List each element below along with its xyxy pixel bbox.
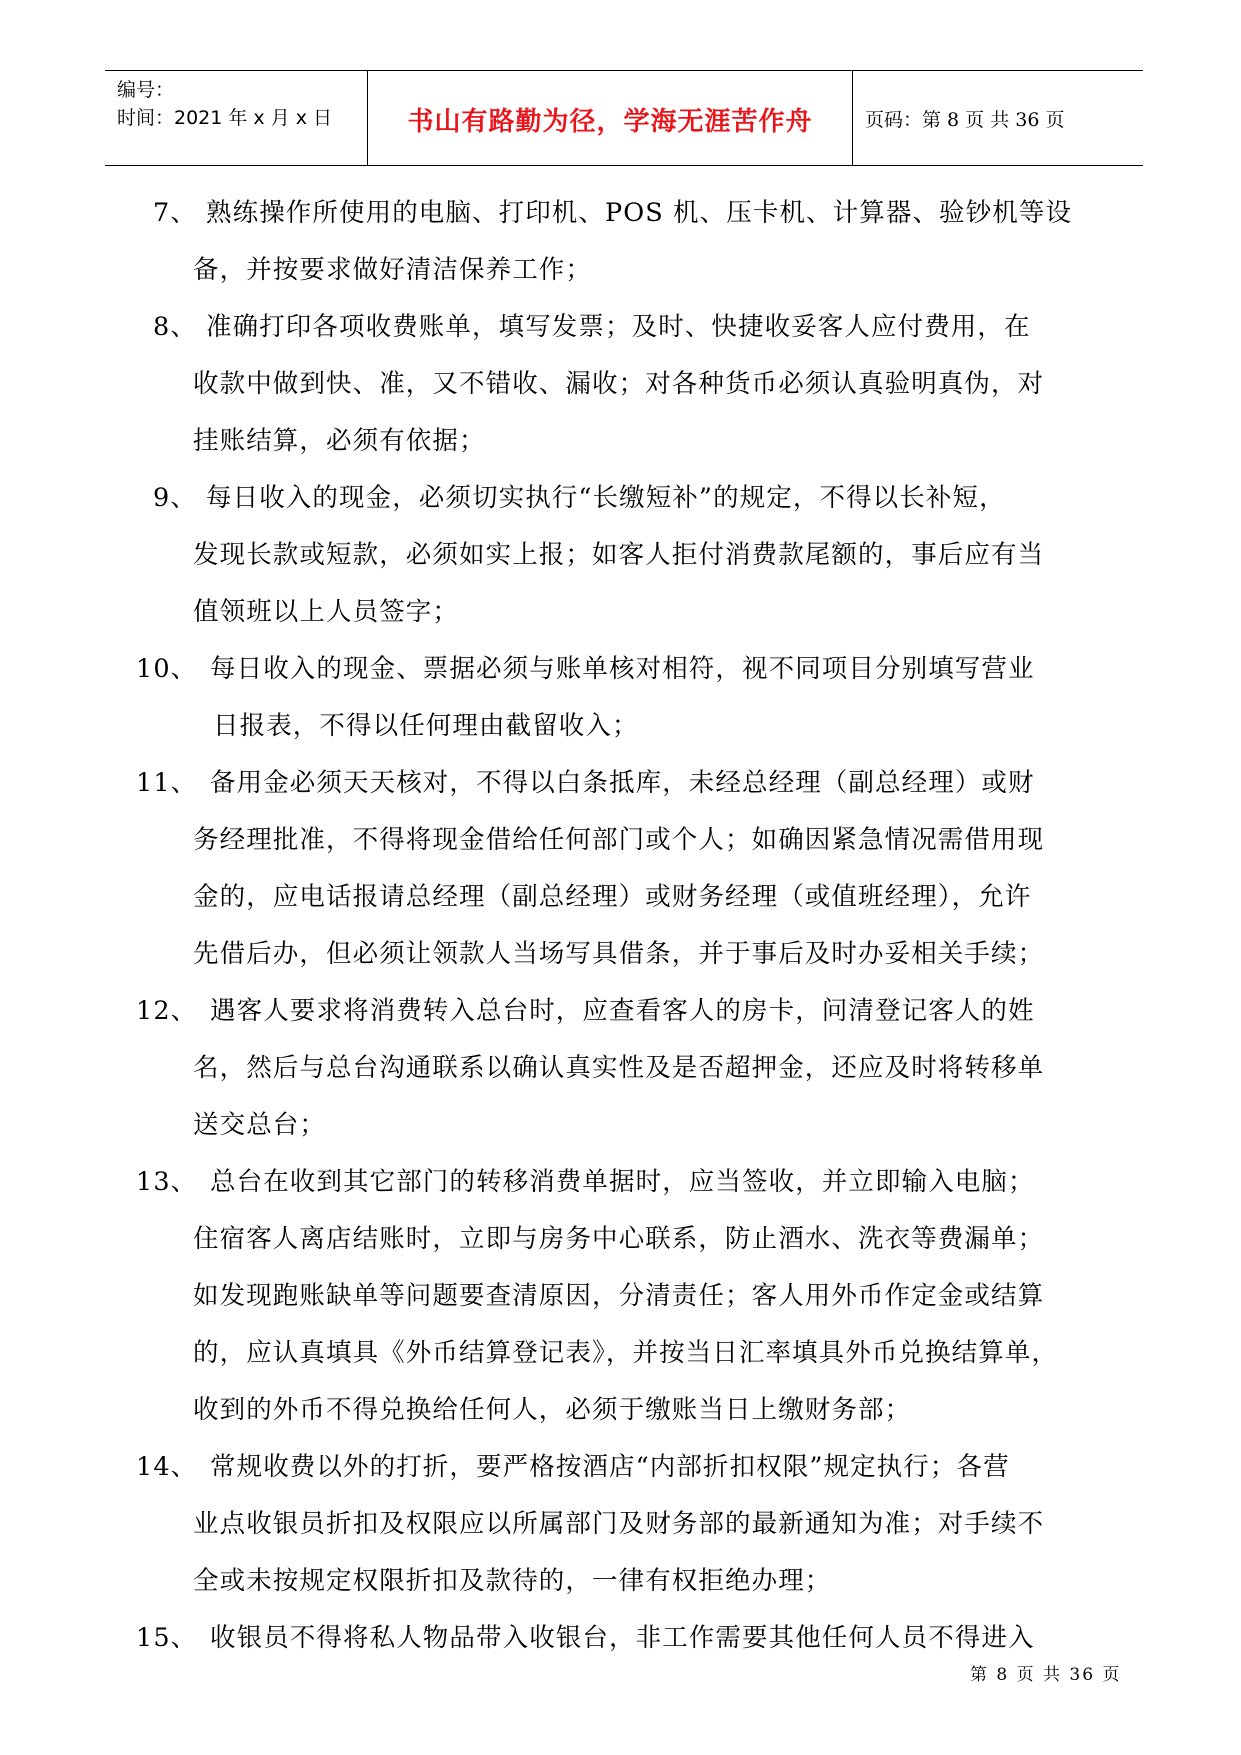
page-footer: 第 8 页 共 36 页 xyxy=(970,1665,1122,1685)
clause-line: 挂账结算，必须有依据； xyxy=(193,426,486,456)
header-motto-cell xyxy=(367,71,853,165)
clause-line: 收到的外币不得兑换给任何人，必须于缴账当日上缴财务部； xyxy=(193,1395,912,1425)
clause-line: 每日收入的现金、票据必须与账单核对相符，视不同项目分别填写营业 xyxy=(210,654,1035,684)
clause-line: 送交总台； xyxy=(193,1110,327,1140)
clause-line: 全或未按规定权限折扣及款待的，一律有权拒绝办理； xyxy=(193,1566,832,1596)
clause-line: 日报表，不得以任何理由截留收入； xyxy=(213,711,639,741)
clause-line: 名，然后与总台沟通联系以确认真实性及是否超押金，还应及时将转移单 xyxy=(193,1053,1045,1083)
clause-number: 10、 xyxy=(136,654,198,684)
clause-line: 的，应认真填具《外币结算登记表》，并按当日汇率填具外币兑换结算单， xyxy=(193,1338,1059,1368)
clause-line: 熟练操作所使用的电脑、打印机、POS 机、压卡机、计算器、验钞机等设 xyxy=(206,198,1073,228)
clause-number: 13、 xyxy=(136,1167,198,1197)
clause-number: 9、 xyxy=(153,483,197,513)
clause-line: 务经理批准，不得将现金借给任何部门或个人；如确因紧急情况需借用现 xyxy=(193,825,1045,855)
serial-number-label: 编号： xyxy=(117,79,175,101)
clause-line: 备用金必须天天核对，不得以白条抵库，未经总经理（副总经理）或财 xyxy=(210,768,1035,798)
header-page-info: 页码：第 8 页 共 36 页 xyxy=(865,109,1065,131)
clause-line: 总台在收到其它部门的转移消费单据时，应当签收，并立即输入电脑； xyxy=(210,1167,1035,1197)
document-header xyxy=(105,70,1143,166)
clause-line: 备，并按要求做好清洁保养工作； xyxy=(193,255,593,285)
clause-line: 金的，应电话报请总经理（副总经理）或财务经理（或值班经理），允许 xyxy=(193,882,1032,912)
clause-line: 收银员不得将私人物品带入收银台，非工作需要其他任何人员不得进入 xyxy=(210,1623,1035,1653)
clause-line: 准确打印各项收费账单，填写发票；及时、快捷收妥客人应付费用，在 xyxy=(206,312,1031,342)
clause-line: 收款中做到快、准，又不错收、漏收；对各种货币必须认真验明真伪，对 xyxy=(193,369,1045,399)
clause-number: 14、 xyxy=(136,1452,198,1482)
clause-number: 12、 xyxy=(136,996,198,1026)
clause-line: 每日收入的现金，必须切实执行“长缴短补”的规定，不得以长补短， xyxy=(206,483,1006,513)
clause-line: 值领班以上人员签字； xyxy=(193,597,460,627)
clause-line: 常规收费以外的打折，要严格按酒店“内部折扣权限”规定执行；各营 xyxy=(210,1452,1010,1482)
header-page-cell xyxy=(853,71,1143,165)
motto-text: 书山有路勤为径，学海无涯苦作舟 xyxy=(407,107,813,137)
clause-line: 遇客人要求将消费转入总台时，应查看客人的房卡，问清登记客人的姓 xyxy=(210,996,1035,1026)
clause-line: 住宿客人离店结账时，立即与房务中心联系，防止酒水、洗衣等费漏单； xyxy=(193,1224,1045,1254)
clause-number: 8、 xyxy=(153,312,197,342)
clause-number: 15、 xyxy=(136,1623,198,1653)
clause-line: 发现长款或短款，必须如实上报；如客人拒付消费款尾额的，事后应有当 xyxy=(193,540,1045,570)
clause-number: 7、 xyxy=(153,198,197,228)
clause-number: 11、 xyxy=(136,768,198,798)
date-label: 时间：2021 年 x 月 x 日 xyxy=(117,107,333,129)
header-left-cell xyxy=(105,71,367,165)
clause-line: 如发现跑账缺单等问题要查清原因，分清责任；客人用外币作定金或结算 xyxy=(193,1281,1045,1311)
clause-line: 业点收银员折扣及权限应以所属部门及财务部的最新通知为准；对手续不 xyxy=(193,1509,1045,1539)
clause-line: 先借后办，但必须让领款人当场写具借条，并于事后及时办妥相关手续； xyxy=(193,939,1045,969)
